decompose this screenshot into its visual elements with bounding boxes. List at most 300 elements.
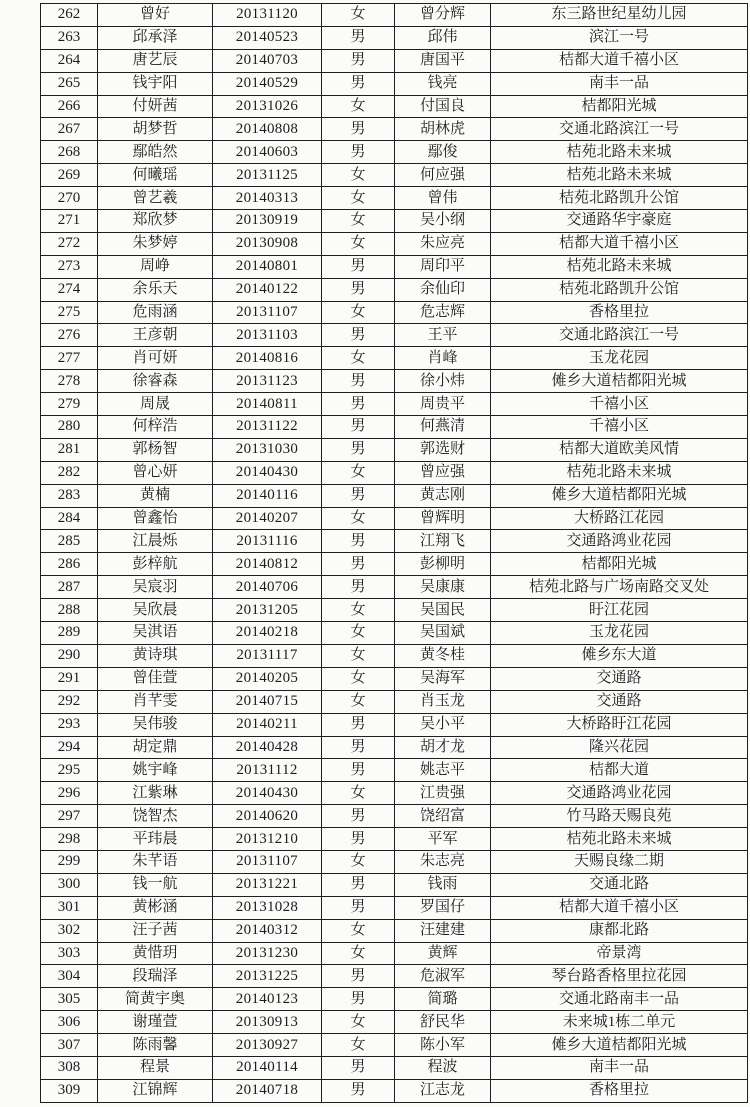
birthdate-cell: 20131028: [213, 896, 322, 919]
birthdate-cell: 20140620: [213, 805, 322, 828]
serial-number-cell: 297: [41, 805, 98, 828]
table-row: [41, 118, 748, 141]
gender-cell: 女: [322, 301, 395, 324]
serial-number-cell: 298: [41, 828, 98, 851]
serial-number-cell: 264: [41, 49, 98, 72]
guardian-name-cell: 黄志刚: [395, 484, 491, 507]
gender-cell: 男: [322, 988, 395, 1011]
student-name-cell: 吴淇语: [98, 622, 213, 645]
serial-number-cell: 293: [41, 713, 98, 736]
student-name-cell: 何曦瑶: [98, 164, 213, 187]
address-cell: 盱江花园: [491, 599, 748, 622]
birthdate-cell: 20131225: [213, 965, 322, 988]
student-name-cell: 朱芊语: [98, 850, 213, 873]
guardian-name-cell: 肖峰: [395, 347, 491, 370]
birthdate-cell: 20140430: [213, 782, 322, 805]
serial-number-cell: 303: [41, 942, 98, 965]
table-row: [41, 164, 748, 187]
table-row: [41, 828, 748, 851]
student-name-cell: 汪子茜: [98, 919, 213, 942]
student-name-cell: 段瑞泽: [98, 965, 213, 988]
serial-number-cell: 279: [41, 393, 98, 416]
table-row: [41, 782, 748, 805]
gender-cell: 男: [322, 828, 395, 851]
address-cell: 傩乡大道桔都阳光城: [491, 370, 748, 393]
gender-cell: 女: [322, 690, 395, 713]
gender-cell: 女: [322, 1034, 395, 1057]
table-row: [41, 210, 748, 233]
address-cell: 滨江一号: [491, 26, 748, 49]
birthdate-cell: 20130913: [213, 1011, 322, 1034]
student-name-cell: 徐睿森: [98, 370, 213, 393]
table-row: [41, 1079, 748, 1102]
guardian-name-cell: 危淑军: [395, 965, 491, 988]
gender-cell: 男: [322, 26, 395, 49]
birthdate-cell: 20140715: [213, 690, 322, 713]
address-cell: 傩乡东大道: [491, 644, 748, 667]
birthdate-cell: 20140114: [213, 1056, 322, 1079]
address-cell: 交通北路南丰一品: [491, 988, 748, 1011]
address-cell: 交通北路滨江一号: [491, 324, 748, 347]
guardian-name-cell: 朱应亮: [395, 232, 491, 255]
table-row: [41, 1034, 748, 1057]
gender-cell: 男: [322, 278, 395, 301]
birthdate-cell: 20140313: [213, 187, 322, 210]
student-name-cell: 曾艺羲: [98, 187, 213, 210]
serial-number-cell: 306: [41, 1011, 98, 1034]
table-row: [41, 576, 748, 599]
serial-number-cell: 263: [41, 26, 98, 49]
birthdate-cell: 20140218: [213, 622, 322, 645]
gender-cell: 女: [322, 622, 395, 645]
guardian-name-cell: 吴小纲: [395, 210, 491, 233]
student-name-cell: 王彦朝: [98, 324, 213, 347]
serial-number-cell: 301: [41, 896, 98, 919]
birthdate-cell: 20131030: [213, 438, 322, 461]
student-name-cell: 曾好: [98, 4, 213, 27]
address-cell: 南丰一品: [491, 72, 748, 95]
serial-number-cell: 287: [41, 576, 98, 599]
serial-number-cell: 290: [41, 644, 98, 667]
birthdate-cell: 20131103: [213, 324, 322, 347]
guardian-name-cell: 吴国斌: [395, 622, 491, 645]
student-name-cell: 周晟: [98, 393, 213, 416]
serial-number-cell: 302: [41, 919, 98, 942]
serial-number-cell: 272: [41, 232, 98, 255]
serial-number-cell: 266: [41, 95, 98, 118]
student-name-cell: 肖可妍: [98, 347, 213, 370]
address-cell: 帝景湾: [491, 942, 748, 965]
serial-number-cell: 294: [41, 736, 98, 759]
student-name-cell: 郑欣梦: [98, 210, 213, 233]
table-row: [41, 347, 748, 370]
student-name-cell: 周峥: [98, 255, 213, 278]
birthdate-cell: 20131112: [213, 759, 322, 782]
guardian-name-cell: 江贵强: [395, 782, 491, 805]
birthdate-cell: 20140808: [213, 118, 322, 141]
serial-number-cell: 276: [41, 324, 98, 347]
address-cell: 琴台路香格里拉花园: [491, 965, 748, 988]
student-name-cell: 黄诗琪: [98, 644, 213, 667]
gender-cell: 女: [322, 164, 395, 187]
table-row: [41, 850, 748, 873]
serial-number-cell: 280: [41, 416, 98, 439]
student-name-cell: 江锦辉: [98, 1079, 213, 1102]
table-row: [41, 873, 748, 896]
gender-cell: 女: [322, 507, 395, 530]
student-name-cell: 鄢皓然: [98, 141, 213, 164]
address-cell: 桔苑北路未来城: [491, 141, 748, 164]
gender-cell: 男: [322, 393, 395, 416]
table-row: [41, 26, 748, 49]
serial-number-cell: 265: [41, 72, 98, 95]
guardian-name-cell: 周贵平: [395, 393, 491, 416]
address-cell: 桔都大道: [491, 759, 748, 782]
serial-number-cell: 269: [41, 164, 98, 187]
birthdate-cell: 20140816: [213, 347, 322, 370]
serial-number-cell: 278: [41, 370, 98, 393]
birthdate-cell: 20140207: [213, 507, 322, 530]
birthdate-cell: 20140801: [213, 255, 322, 278]
student-name-cell: 黄彬涵: [98, 896, 213, 919]
birthdate-cell: 20140603: [213, 141, 322, 164]
student-name-cell: 曾心妍: [98, 461, 213, 484]
address-cell: 千禧小区: [491, 416, 748, 439]
student-name-cell: 谢瑾萱: [98, 1011, 213, 1034]
serial-number-cell: 285: [41, 530, 98, 553]
student-name-cell: 程景: [98, 1056, 213, 1079]
serial-number-cell: 300: [41, 873, 98, 896]
address-cell: 天赐良缘二期: [491, 850, 748, 873]
birthdate-cell: 20140529: [213, 72, 322, 95]
birthdate-cell: 20140718: [213, 1079, 322, 1102]
student-name-cell: 陈雨馨: [98, 1034, 213, 1057]
student-name-cell: 吴伟骏: [98, 713, 213, 736]
birthdate-cell: 20140123: [213, 988, 322, 1011]
birthdate-cell: 20131123: [213, 370, 322, 393]
guardian-name-cell: 简璐: [395, 988, 491, 1011]
gender-cell: 男: [322, 1056, 395, 1079]
serial-number-cell: 307: [41, 1034, 98, 1057]
gender-cell: 女: [322, 210, 395, 233]
address-cell: 玉龙花园: [491, 347, 748, 370]
student-name-cell: 付妍茜: [98, 95, 213, 118]
birthdate-cell: 20140122: [213, 278, 322, 301]
address-cell: 交通路鸿业花园: [491, 782, 748, 805]
student-name-cell: 简黄宇奥: [98, 988, 213, 1011]
serial-number-cell: 268: [41, 141, 98, 164]
birthdate-cell: 20131120: [213, 4, 322, 27]
serial-number-cell: 299: [41, 850, 98, 873]
guardian-name-cell: 姚志平: [395, 759, 491, 782]
table-row: [41, 232, 748, 255]
address-cell: 桔都大道千禧小区: [491, 896, 748, 919]
guardian-name-cell: 周印平: [395, 255, 491, 278]
gender-cell: 男: [322, 438, 395, 461]
address-cell: 桔苑北路未来城: [491, 828, 748, 851]
serial-number-cell: 277: [41, 347, 98, 370]
address-cell: 桔都大道千禧小区: [491, 49, 748, 72]
birthdate-cell: 20130919: [213, 210, 322, 233]
address-cell: 交通北路滨江一号: [491, 118, 748, 141]
guardian-name-cell: 郭选财: [395, 438, 491, 461]
gender-cell: 男: [322, 72, 395, 95]
gender-cell: 女: [322, 1011, 395, 1034]
student-name-cell: 胡梦哲: [98, 118, 213, 141]
student-name-cell: 钱一航: [98, 873, 213, 896]
serial-number-cell: 271: [41, 210, 98, 233]
gender-cell: 男: [322, 873, 395, 896]
gender-cell: 男: [322, 49, 395, 72]
serial-number-cell: 304: [41, 965, 98, 988]
table-row: [41, 690, 748, 713]
gender-cell: 男: [322, 759, 395, 782]
birthdate-cell: 20131107: [213, 301, 322, 324]
guardian-name-cell: 钱雨: [395, 873, 491, 896]
gender-cell: 男: [322, 736, 395, 759]
guardian-name-cell: 吴海军: [395, 667, 491, 690]
serial-number-cell: 295: [41, 759, 98, 782]
table-row: [41, 324, 748, 347]
guardian-name-cell: 曾辉明: [395, 507, 491, 530]
birthdate-cell: 20140706: [213, 576, 322, 599]
birthdate-cell: 20140428: [213, 736, 322, 759]
address-cell: 康都北路: [491, 919, 748, 942]
serial-number-cell: 288: [41, 599, 98, 622]
student-name-cell: 邱承泽: [98, 26, 213, 49]
serial-number-cell: 292: [41, 690, 98, 713]
student-name-cell: 黄楠: [98, 484, 213, 507]
address-cell: 玉龙花园: [491, 622, 748, 645]
guardian-name-cell: 吴康康: [395, 576, 491, 599]
birthdate-cell: 20131026: [213, 95, 322, 118]
birthdate-cell: 20131221: [213, 873, 322, 896]
guardian-name-cell: 舒民华: [395, 1011, 491, 1034]
address-cell: 香格里拉: [491, 301, 748, 324]
table-row: [41, 736, 748, 759]
student-name-cell: 胡定鼎: [98, 736, 213, 759]
table-row: [41, 301, 748, 324]
table-row: [41, 1056, 748, 1079]
serial-number-cell: 282: [41, 461, 98, 484]
table-row: [41, 919, 748, 942]
birthdate-cell: 20131125: [213, 164, 322, 187]
address-cell: 交通北路: [491, 873, 748, 896]
student-name-cell: 何梓浩: [98, 416, 213, 439]
birthdate-cell: 20131122: [213, 416, 322, 439]
gender-cell: 女: [322, 850, 395, 873]
gender-cell: 女: [322, 942, 395, 965]
table-row: [41, 95, 748, 118]
gender-cell: 男: [322, 255, 395, 278]
gender-cell: 男: [322, 713, 395, 736]
student-name-cell: 姚宇峰: [98, 759, 213, 782]
address-cell: 桔苑北路未来城: [491, 164, 748, 187]
guardian-name-cell: 鄢俊: [395, 141, 491, 164]
address-cell: 香格里拉: [491, 1079, 748, 1102]
table-row: [41, 1011, 748, 1034]
table-row: [41, 438, 748, 461]
birthdate-cell: 20140312: [213, 919, 322, 942]
serial-number-cell: 308: [41, 1056, 98, 1079]
table-row: [41, 553, 748, 576]
address-cell: 大桥路盱江花园: [491, 713, 748, 736]
table-row: [41, 805, 748, 828]
address-cell: 竹马路天赐良苑: [491, 805, 748, 828]
table-row: [41, 4, 748, 27]
birthdate-cell: 20131230: [213, 942, 322, 965]
address-cell: 桔苑北路未来城: [491, 255, 748, 278]
serial-number-cell: 284: [41, 507, 98, 530]
gender-cell: 男: [322, 805, 395, 828]
address-cell: 未来城1栋二单元: [491, 1011, 748, 1034]
table-row: [41, 942, 748, 965]
guardian-name-cell: 平军: [395, 828, 491, 851]
serial-number-cell: 273: [41, 255, 98, 278]
table-row: [41, 896, 748, 919]
student-name-cell: 钱宇阳: [98, 72, 213, 95]
student-name-cell: 朱梦婷: [98, 232, 213, 255]
table-row: [41, 393, 748, 416]
gender-cell: 男: [322, 553, 395, 576]
serial-number-cell: 274: [41, 278, 98, 301]
gender-cell: 男: [322, 324, 395, 347]
guardian-name-cell: 曾伟: [395, 187, 491, 210]
gender-cell: 男: [322, 484, 395, 507]
student-name-cell: 唐艺辰: [98, 49, 213, 72]
serial-number-cell: 267: [41, 118, 98, 141]
guardian-name-cell: 肖玉龙: [395, 690, 491, 713]
birthdate-cell: 20140205: [213, 667, 322, 690]
guardian-name-cell: 吴小平: [395, 713, 491, 736]
student-name-cell: 吴宸羽: [98, 576, 213, 599]
birthdate-cell: 20130908: [213, 232, 322, 255]
address-cell: 隆兴花园: [491, 736, 748, 759]
gender-cell: 女: [322, 667, 395, 690]
guardian-name-cell: 何燕清: [395, 416, 491, 439]
address-cell: 桔都大道欧美风情: [491, 438, 748, 461]
serial-number-cell: 305: [41, 988, 98, 1011]
table-row: [41, 530, 748, 553]
address-cell: 桔都阳光城: [491, 553, 748, 576]
guardian-name-cell: 彭柳明: [395, 553, 491, 576]
guardian-name-cell: 何应强: [395, 164, 491, 187]
guardian-name-cell: 黄冬桂: [395, 644, 491, 667]
address-cell: 交通路: [491, 667, 748, 690]
birthdate-cell: 20130927: [213, 1034, 322, 1057]
gender-cell: 女: [322, 232, 395, 255]
guardian-name-cell: 吴国民: [395, 599, 491, 622]
serial-number-cell: 286: [41, 553, 98, 576]
table-row: [41, 667, 748, 690]
birthdate-cell: 20131205: [213, 599, 322, 622]
birthdate-cell: 20131210: [213, 828, 322, 851]
serial-number-cell: 262: [41, 4, 98, 27]
guardian-name-cell: 付国良: [395, 95, 491, 118]
birthdate-cell: 20140211: [213, 713, 322, 736]
guardian-name-cell: 程波: [395, 1056, 491, 1079]
student-name-cell: 肖芊雯: [98, 690, 213, 713]
gender-cell: 男: [322, 141, 395, 164]
student-name-cell: 江紫琳: [98, 782, 213, 805]
gender-cell: 男: [322, 370, 395, 393]
guardian-name-cell: 汪建建: [395, 919, 491, 942]
guardian-name-cell: 胡林虎: [395, 118, 491, 141]
student-name-cell: 郭杨智: [98, 438, 213, 461]
address-cell: 大桥路江花园: [491, 507, 748, 530]
address-cell: 桔苑北路未来城: [491, 461, 748, 484]
guardian-name-cell: 陈小军: [395, 1034, 491, 1057]
guardian-name-cell: 曾分辉: [395, 4, 491, 27]
address-cell: 桔都阳光城: [491, 95, 748, 118]
guardian-name-cell: 江志龙: [395, 1079, 491, 1102]
student-name-cell: 曾佳萱: [98, 667, 213, 690]
serial-number-cell: 289: [41, 622, 98, 645]
gender-cell: 女: [322, 461, 395, 484]
student-name-cell: 黄惜玥: [98, 942, 213, 965]
guardian-name-cell: 唐国平: [395, 49, 491, 72]
student-name-cell: 江晨烁: [98, 530, 213, 553]
address-cell: 桔苑北路凯升公馆: [491, 187, 748, 210]
address-cell: 千禧小区: [491, 393, 748, 416]
birthdate-cell: 20131107: [213, 850, 322, 873]
table-row: [41, 416, 748, 439]
gender-cell: 女: [322, 347, 395, 370]
birthdate-cell: 20140811: [213, 393, 322, 416]
table-row: [41, 278, 748, 301]
address-cell: 桔苑北路与广场南路交叉处: [491, 576, 748, 599]
address-cell: 交通路华宇豪庭: [491, 210, 748, 233]
table-row: [41, 461, 748, 484]
serial-number-cell: 309: [41, 1079, 98, 1102]
gender-cell: 男: [322, 530, 395, 553]
table-row: [41, 187, 748, 210]
birthdate-cell: 20140812: [213, 553, 322, 576]
student-name-cell: 曾鑫怡: [98, 507, 213, 530]
guardian-name-cell: 王平: [395, 324, 491, 347]
student-roster-table: [40, 3, 748, 1103]
address-cell: 桔都大道千禧小区: [491, 232, 748, 255]
gender-cell: 男: [322, 416, 395, 439]
guardian-name-cell: 钱亮: [395, 72, 491, 95]
guardian-name-cell: 胡才龙: [395, 736, 491, 759]
gender-cell: 女: [322, 187, 395, 210]
guardian-name-cell: 黄辉: [395, 942, 491, 965]
guardian-name-cell: 朱志亮: [395, 850, 491, 873]
gender-cell: 女: [322, 95, 395, 118]
address-cell: 傩乡大道桔都阳光城: [491, 1034, 748, 1057]
table-row: [41, 644, 748, 667]
guardian-name-cell: 罗国仔: [395, 896, 491, 919]
guardian-name-cell: 危志辉: [395, 301, 491, 324]
birthdate-cell: 20140703: [213, 49, 322, 72]
gender-cell: 女: [322, 919, 395, 942]
guardian-name-cell: 江翔飞: [395, 530, 491, 553]
guardian-name-cell: 曾应强: [395, 461, 491, 484]
serial-number-cell: 283: [41, 484, 98, 507]
gender-cell: 男: [322, 118, 395, 141]
table-row: [41, 759, 748, 782]
student-name-cell: 平玮晨: [98, 828, 213, 851]
birthdate-cell: 20131117: [213, 644, 322, 667]
table-row: [41, 72, 748, 95]
address-cell: 桔苑北路凯升公馆: [491, 278, 748, 301]
table-row: [41, 49, 748, 72]
address-cell: 傩乡大道桔都阳光城: [491, 484, 748, 507]
roster-body: [41, 4, 748, 1103]
gender-cell: 女: [322, 782, 395, 805]
table-row: [41, 484, 748, 507]
